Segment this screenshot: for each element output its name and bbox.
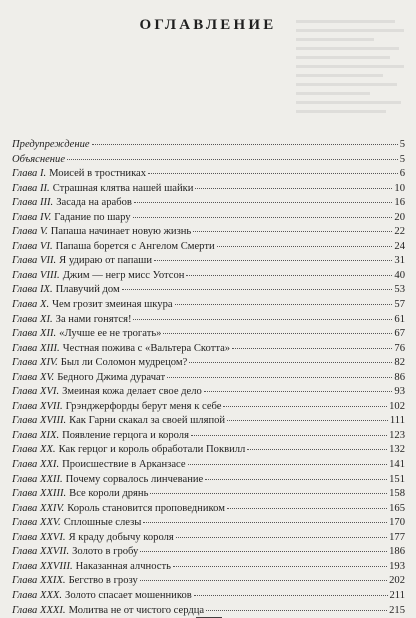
chapter-title: Наказанная алчность xyxy=(75,560,171,572)
toc-entry xyxy=(12,429,405,444)
page-number: 40 xyxy=(394,269,405,281)
chapter-label: Глава XVII. xyxy=(12,400,63,412)
page-number: 215 xyxy=(389,604,405,616)
chapter-title: Папаша борется с Ангелом Смерти xyxy=(55,240,215,252)
page-number: 102 xyxy=(389,400,405,412)
page-number: 31 xyxy=(394,255,405,267)
chapter-label: Глава X. xyxy=(12,299,50,311)
toc-entry xyxy=(12,487,405,502)
chapter-label: Глава XI. xyxy=(12,313,53,325)
chapter-title: Происшествие в Арканзасе xyxy=(62,459,186,471)
toc-entry xyxy=(12,313,405,328)
dot-leader xyxy=(154,260,392,261)
toc-entry xyxy=(12,269,405,284)
chapter-title: Объяснение xyxy=(12,153,66,165)
toc-entry xyxy=(12,153,405,168)
chapter-label: Глава XXII. xyxy=(12,473,63,485)
dot-leader xyxy=(67,159,398,160)
chapter-title: Сплошные слезы xyxy=(63,517,142,529)
dot-leader xyxy=(163,333,392,334)
page-number: 186 xyxy=(389,546,405,558)
chapter-label: Глава XXVIII. xyxy=(12,560,73,572)
chapter-label: Глава XIX. xyxy=(12,429,60,441)
page-number: 6 xyxy=(399,168,405,180)
chapter-label: Глава XIII. xyxy=(12,342,60,354)
chapter-title: Золото спасает мошенников xyxy=(65,589,192,601)
page-number: 67 xyxy=(394,328,405,340)
page-number: 82 xyxy=(394,357,405,369)
dot-leader xyxy=(167,377,392,378)
toc-entry xyxy=(12,356,405,371)
toc-entry xyxy=(12,167,405,182)
dot-leader xyxy=(143,522,387,523)
page-number: 165 xyxy=(389,502,405,514)
page-number: 76 xyxy=(394,342,405,354)
chapter-title: Чем грозит змеиная шкура xyxy=(52,299,173,311)
chapter-title: Моисей в тростниках xyxy=(49,168,147,180)
toc-entry xyxy=(12,211,405,226)
chapter-title: Страшная клятва нашей шайки xyxy=(52,182,194,194)
chapter-title: Появление герцога и короля xyxy=(62,429,189,441)
toc-entry xyxy=(12,385,405,400)
dot-leader xyxy=(205,479,387,480)
dot-leader xyxy=(122,289,393,290)
dot-leader xyxy=(206,610,387,611)
toc-entry xyxy=(12,240,405,255)
toc-entry xyxy=(12,531,405,546)
page-number: 10 xyxy=(394,182,405,194)
dot-leader xyxy=(133,217,393,218)
toc-entry xyxy=(12,560,405,575)
chapter-title: Молитва не от чистого сердца xyxy=(68,604,205,616)
dot-leader xyxy=(189,362,392,363)
chapter-title: Папаша начинает новую жизнь xyxy=(50,226,192,238)
dot-leader xyxy=(227,508,387,509)
chapter-title: Почему сорвалось линчевание xyxy=(65,473,204,485)
chapter-label: Глава XXIV. xyxy=(12,502,65,514)
toc-entry xyxy=(12,473,405,488)
dot-leader xyxy=(140,580,387,581)
toc-entry xyxy=(12,196,405,211)
page-number: 5 xyxy=(399,153,405,165)
dot-leader xyxy=(223,406,387,407)
chapter-label: Глава I. xyxy=(12,168,47,180)
chapter-label: Глава XXX. xyxy=(12,589,63,601)
chapter-label: Глава XXIX. xyxy=(12,575,66,587)
page-number: 158 xyxy=(389,488,405,500)
page-number: 132 xyxy=(389,444,405,456)
dot-leader xyxy=(176,537,387,538)
chapter-label: Глава VI. xyxy=(12,240,53,252)
chapter-title: Гадание по шару xyxy=(54,211,131,223)
chapter-label: Глава XXIII. xyxy=(12,488,67,500)
dot-leader xyxy=(92,144,398,145)
dot-leader xyxy=(195,188,392,189)
chapter-title: Как герцог и король обработали Поквилл xyxy=(58,444,246,456)
chapter-title: Я удираю от папаши xyxy=(59,255,152,267)
toc-entry xyxy=(12,298,405,313)
chapter-label: Глава II. xyxy=(12,182,50,194)
toc-entry xyxy=(12,502,405,517)
toc-entry xyxy=(12,604,405,618)
chapter-title: Король становится проповедником xyxy=(67,502,225,514)
page-number: 93 xyxy=(394,386,405,398)
chapter-label: Глава XXVII. xyxy=(12,546,70,558)
chapter-label: Глава XXVI. xyxy=(12,531,66,543)
chapter-title: Золото в гробу xyxy=(72,546,139,558)
page-number: 211 xyxy=(389,589,405,601)
toc-entry xyxy=(12,414,405,429)
chapter-label: Глава XXXI. xyxy=(12,604,66,616)
dot-leader xyxy=(140,551,387,552)
toc-entry xyxy=(12,458,405,473)
chapter-label: Глава IX. xyxy=(12,284,53,296)
chapter-label: Глава III. xyxy=(12,197,54,209)
chapter-title: Все короли дрянь xyxy=(69,488,149,500)
chapter-title: Плавучий дом xyxy=(55,284,120,296)
page-number: 111 xyxy=(389,415,405,427)
chapter-label: Глава XXV. xyxy=(12,517,61,529)
chapter-title: Честная пожива с «Вальтера Скотта» xyxy=(62,342,231,354)
chapter-title: Предупреждение xyxy=(12,139,90,150)
chapter-label: Глава XVIII. xyxy=(12,415,67,427)
toc-entry xyxy=(12,327,405,342)
page-number: 16 xyxy=(394,197,405,209)
page-number: 86 xyxy=(394,371,405,383)
page-number: 123 xyxy=(389,429,405,441)
dot-leader xyxy=(193,231,392,232)
toc-entry xyxy=(12,589,405,604)
chapter-label: Глава VII. xyxy=(12,255,57,267)
dot-leader xyxy=(175,304,393,305)
chapter-title: Засада на арабов xyxy=(56,197,132,209)
dot-leader xyxy=(232,348,392,349)
page-number: 57 xyxy=(394,299,405,311)
dot-leader xyxy=(217,246,393,247)
chapter-label: Глава XXI. xyxy=(12,459,60,471)
page-number: 61 xyxy=(394,313,405,325)
page-number: 5 xyxy=(399,139,405,150)
page-number: 151 xyxy=(389,473,405,485)
dot-leader xyxy=(188,464,388,465)
chapter-label: Глава V. xyxy=(12,226,48,238)
chapter-title: Бегство в грозу xyxy=(68,575,138,587)
page-number: 24 xyxy=(394,240,405,252)
toc-entry xyxy=(12,182,405,197)
dot-leader xyxy=(173,566,387,567)
chapter-title: Бедного Джима дурачат xyxy=(57,371,166,383)
page-number: 170 xyxy=(389,517,405,529)
chapter-title: Грэнджерфорды берут меня к себе xyxy=(65,400,222,412)
chapter-title: Змеиная кожа делает свое дело xyxy=(62,386,202,398)
toc-entry xyxy=(12,225,405,240)
chapter-label: Глава XX. xyxy=(12,444,56,456)
page-title: ОГЛАВЛЕНИЕ xyxy=(139,17,277,33)
chapter-title: Как Гарни скакал за своей шляпой xyxy=(69,415,226,427)
toc-entry xyxy=(12,545,405,560)
toc-entry xyxy=(12,443,405,458)
dot-leader xyxy=(191,435,387,436)
chapter-title: Я краду добычу короля xyxy=(68,531,174,543)
page-number: 20 xyxy=(394,211,405,223)
dot-leader xyxy=(186,275,392,276)
chapter-label: Глава VIII. xyxy=(12,269,60,281)
toc-entry xyxy=(12,371,405,386)
dot-leader xyxy=(204,391,393,392)
toc-entry xyxy=(12,342,405,357)
dot-leader xyxy=(134,202,392,203)
chapter-title: Джим — негр мисс Уотсон xyxy=(62,269,185,281)
page-number: 141 xyxy=(389,459,405,471)
dot-leader xyxy=(194,595,388,596)
chapter-title: «Лучше ее не трогать» xyxy=(59,328,162,340)
table-of-contents xyxy=(12,138,405,618)
dot-leader xyxy=(150,493,387,494)
dot-leader xyxy=(227,420,388,421)
chapter-title: За нами гонятся! xyxy=(55,313,132,325)
chapter-title: Был ли Соломон мудрецом? xyxy=(60,357,188,369)
toc-entry xyxy=(12,516,405,531)
dot-leader xyxy=(148,173,398,174)
page-number: 202 xyxy=(389,575,405,587)
toc-entry xyxy=(12,254,405,269)
toc-entry xyxy=(12,283,405,298)
chapter-label: Глава IV. xyxy=(12,211,52,223)
chapter-label: Глава XII. xyxy=(12,328,57,340)
dot-leader xyxy=(247,449,387,450)
chapter-label: Глава XV. xyxy=(12,371,55,383)
page-number: 22 xyxy=(394,226,405,238)
chapter-label: Глава XVI. xyxy=(12,386,60,398)
page-number: 53 xyxy=(394,284,405,296)
toc-entry xyxy=(12,138,405,153)
chapter-label: Глава XIV. xyxy=(12,357,58,369)
toc-entry xyxy=(12,400,405,415)
dot-leader xyxy=(133,319,392,320)
page-number: 193 xyxy=(389,560,405,572)
page-number: 177 xyxy=(389,531,405,543)
toc-entry xyxy=(12,574,405,589)
